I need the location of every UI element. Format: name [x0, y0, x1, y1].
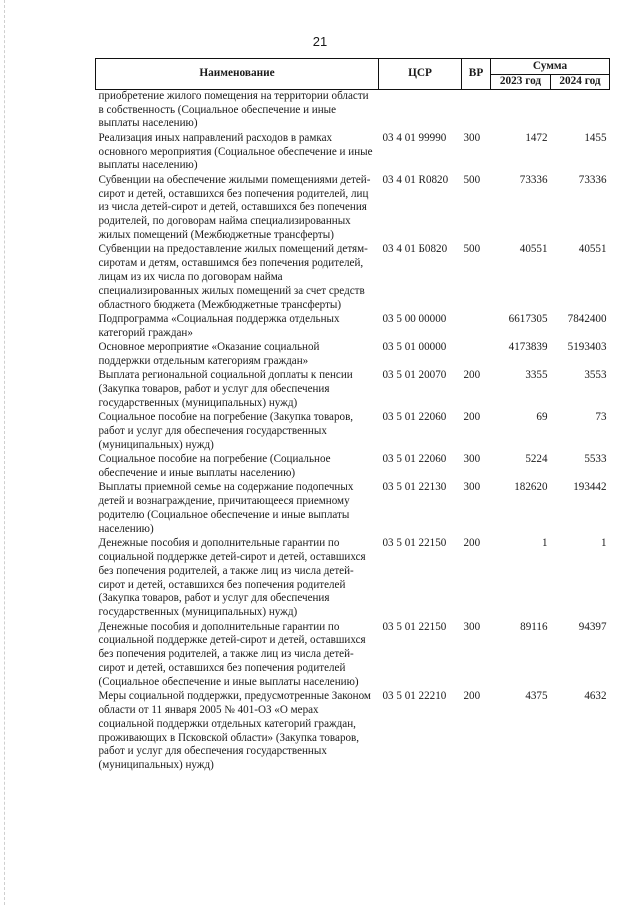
row-amount-2023: 40551 [519, 243, 548, 256]
row-name: приобретение жилого помещения на территории области в собственность (Социальное обеспечение и иные выплаты населению) [98, 89, 369, 130]
row-csr: 03 5 01 22060 [382, 453, 447, 466]
row-amount-2023: 4173839 [508, 341, 548, 354]
row-csr: 03 4 01 R0820 [382, 173, 449, 186]
table-row [96, 243, 610, 313]
row-amount-2024: 1455 [584, 131, 607, 144]
row-amount-2024: 7842400 [567, 312, 607, 325]
row-vr: 200 [463, 537, 481, 550]
row-amount-2024: 5193403 [567, 341, 607, 354]
row-name: Подпрограмма «Социальная поддержка отдельных категорий граждан» [98, 312, 340, 339]
header-sum: Сумма [491, 59, 610, 75]
row-amount-2023: 1 [541, 537, 548, 550]
row-amount-2023: 89116 [520, 620, 548, 633]
row-amount-2023: 69 [536, 411, 548, 424]
row-amount-2024: 5533 [584, 453, 607, 466]
row-amount-2023: 5224 [525, 453, 548, 466]
row-csr: 03 5 01 22060 [382, 411, 447, 424]
row-amount-2023: 4375 [525, 690, 548, 703]
header-csr: ЦСР [379, 59, 462, 90]
row-csr: 03 5 01 20070 [382, 369, 447, 382]
page-edge-line [4, 0, 5, 905]
row-vr: 200 [463, 690, 481, 703]
row-vr: 500 [463, 243, 481, 256]
row-name: Реализация иных направлений расходов в рамках основного мероприятия (Социальное обеспечение и иные выплаты населению) [98, 131, 373, 172]
table-header [96, 59, 610, 90]
row-csr: 03 5 01 22130 [382, 481, 447, 494]
row-vr [462, 313, 491, 341]
row-csr: 03 5 01 00000 [382, 341, 447, 354]
row-name: Денежные пособия и дополнительные гарантии по социальной поддержке детей-сирот и детей, оставшихся без попечения родителей, а также лиц из числа детей-сирот и детей, оставшихся без попечения родителей (Социальное обеспечение и иные выплаты населению) [98, 620, 366, 688]
row-csr [379, 89, 462, 131]
table-row [96, 411, 610, 453]
table-row [96, 174, 610, 244]
row-name: Социальное пособие на погребение (Социальное обеспечение и иные выплаты населению) [98, 453, 331, 480]
table-row [96, 481, 610, 537]
row-csr: 03 4 01 99990 [382, 131, 447, 144]
header-year-2024: 2024 год [551, 75, 610, 90]
row-amount-2024: 3553 [584, 369, 607, 382]
row-vr: 300 [463, 131, 481, 144]
row-amount-2023: 73336 [519, 173, 548, 186]
row-name: Выплата региональной социальной доплаты к пенсии (Закупка товаров, работ и услуг для обеспечения государственных (муниципальных) нужд) [98, 369, 353, 409]
table-row [96, 369, 610, 411]
row-vr: 200 [463, 369, 481, 382]
header-name: Наименование [96, 59, 379, 90]
row-name: Выплаты приемной семье на содержание подопечных детей и вознаграждение, причитающееся приемному родителю (Социальное обеспечение и иные выплаты населению) [98, 481, 354, 535]
row-amount-2024: 94397 [578, 620, 607, 633]
table-row [96, 89, 610, 131]
table-row [96, 621, 610, 691]
row-name: Основное мероприятие «Оказание социальной поддержки отдельным категориям граждан» [98, 341, 320, 367]
row-amount-2024: 4632 [584, 690, 607, 703]
row-csr: 03 5 01 22210 [382, 690, 447, 703]
table-row [96, 537, 610, 620]
table-body [96, 89, 610, 773]
row-amount-2023: 3355 [525, 369, 548, 382]
row-amount-2023: 6617305 [508, 312, 548, 325]
row-amount-2023: 1472 [525, 131, 548, 144]
row-amount-2023: 182620 [514, 481, 548, 494]
row-name: Субвенции на предоставление жилых помещений детям-сиротам и детям, оставшимся без попечения родителей, лицам из их числа по договорам найма специализированных жилых помещений за счет средств областного бюджета (Межбюджетные трансферты) [98, 243, 368, 311]
row-name: Социальное пособие на погребение (Закупка товаров, работ и услуг для обеспечения государственных (муниципальных) нужд) [98, 411, 354, 451]
row-csr: 03 5 01 22150 [382, 620, 447, 633]
row-vr [462, 89, 491, 131]
row-amount-2024: 193442 [573, 481, 607, 494]
row-amount-2024: 73336 [578, 173, 607, 186]
row-amount-2024: 1 [600, 537, 607, 550]
table-row [96, 132, 610, 174]
table-row [96, 690, 610, 773]
header-year-2023: 2023 год [491, 75, 551, 90]
row-vr: 300 [463, 481, 481, 494]
table-row [96, 453, 610, 481]
budget-table [95, 58, 610, 774]
row-vr: 300 [463, 453, 481, 466]
row-vr: 500 [463, 173, 481, 186]
row-amount-2023 [491, 89, 551, 131]
row-name: Меры социальной поддержки, предусмотренные Законом области от 11 января 2005 № 401-ОЗ «О мерах социальной поддержки отдельных категорий граждан, проживающих в Псковской области» (Закупка товаров, работ и услуг для обеспечения государственных (муниципальных) нужд) [98, 690, 371, 772]
row-name: Денежные пособия и дополнительные гарантии по социальной поддержке детей-сирот и детей, оставшихся без попечения родителей, а также лиц из числа детей-сирот и детей, оставшихся без попечения родителей (Закупка товаров, работ и услуг для обеспечения государственных (муниципальных) нужд) [98, 537, 366, 619]
row-amount-2024 [551, 89, 610, 131]
row-csr: 03 5 00 00000 [382, 312, 447, 325]
row-name: Субвенции на обеспечение жилыми помещениями детей-сирот и детей, оставшихся без попечения родителей, лиц из числа детей-сирот и детей, оставшихся без попечения родителей, по договорам найма специализированных жилых помещений (Межбюджетные трансферты) [98, 173, 371, 241]
row-amount-2024: 40551 [578, 243, 607, 256]
table-row [96, 341, 610, 369]
header-vr: ВР [462, 59, 491, 90]
row-vr: 300 [463, 620, 481, 633]
page-number: 21 [312, 34, 328, 49]
row-csr: 03 5 01 22150 [382, 537, 447, 550]
row-amount-2024: 73 [595, 411, 607, 424]
row-csr: 03 4 01 Б0820 [382, 243, 448, 256]
row-vr [462, 341, 491, 369]
table-row [96, 313, 610, 341]
row-vr: 200 [463, 411, 481, 424]
